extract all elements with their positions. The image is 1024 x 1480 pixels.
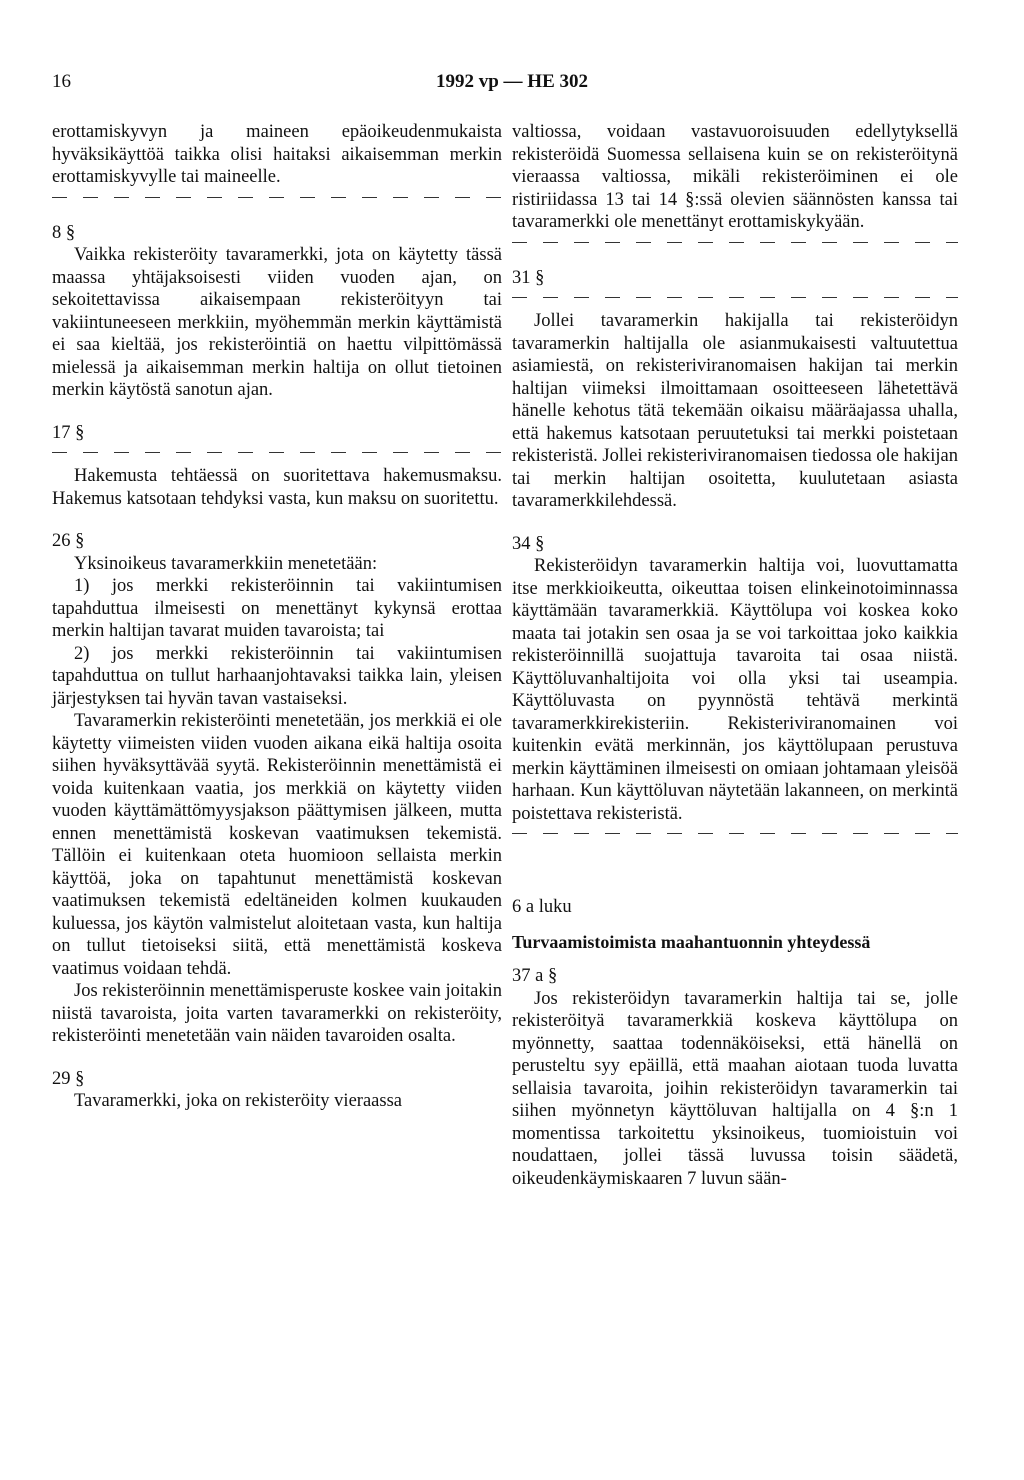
section-26-title: 26 § bbox=[52, 531, 85, 551]
document-header: 1992 vp — HE 302 bbox=[435, 71, 589, 92]
section-29-title: 29 § bbox=[52, 1068, 85, 1089]
section-17-title: 17 § bbox=[52, 422, 85, 443]
section-31-title: 31 § bbox=[512, 267, 545, 288]
section-34-title: 34 § bbox=[512, 533, 545, 554]
section-26-paragraph-1: Yksinoikeus tavaramerkkiin menetetään: bbox=[74, 553, 378, 574]
omission-divider bbox=[512, 236, 958, 249]
omission-divider bbox=[52, 446, 502, 459]
chapter-title: Turvaamistoimista maahantuonnin yhteydessä bbox=[512, 931, 871, 952]
section-8-paragraph: Vaikka rekisteröity tavaramerkki, jota on käytetty tässä maassa yhtäjaksoisesti viiden vuoden ajan, on sekoitettavissa aikaisempaan rekisteröityyn tai vakiintuneeseen merkkiin, myöhemmän merkin käyttämistä ei saa kieltää, jos rekisteröintiä on haettu vilpittömässä mielessä ja aikaisemman merkin haltija on ollut tietoinen merkin käytöstä sanotun ajan. bbox=[52, 245, 502, 400]
page-number: 16 bbox=[52, 71, 71, 92]
left-column bbox=[52, 121, 502, 1113]
section-34-paragraph: Rekisteröidyn tavaramerkin haltija voi, luovuttamatta itse merkkioikeutta, oikeuttaa toisen elinkeinotoiminnassa käyttämään tavaramerkkiä. Käyttölupa voi koskea koko maata tai jotakin sen osaa ja se voi tarkoittaa joko kaikkia rekisteröinnillä suojattuja tavaroita tai osaa niistä. Käyttöluvanhaltijoita voi olla yksi tai useampia. Käyttöluvasta on pyynnöstä tehtävä merkintä tavaramerkkirekisteriin. Rekisteriviranomainen voi kuitenkin evätä merkinnän, jos käyttölupaan perustuva merkin käyttäminen ilmeisesti on omiaan johtamaan yleisöä harhaan. Kun käyttöluvan näytetään lakanneen, on merkintä poistettava rekisteristä. bbox=[512, 556, 958, 824]
omission-divider bbox=[512, 827, 958, 840]
section-37a-title: 37 a § bbox=[512, 966, 558, 986]
intro-paragraph: erottamiskyvyn ja maineen epäoikeudenmukaista hyväksikäyttöä taikka olisi haitaksi aikaisemman merkin erottamiskyvylle tai maineelle. bbox=[52, 122, 502, 187]
chapter-number: 6 a luku bbox=[512, 897, 572, 917]
omission-divider bbox=[512, 291, 958, 304]
right-column bbox=[512, 121, 958, 1190]
continuation-paragraph: valtiossa, voidaan vastavuoroisuuden edellytyksellä rekisteröidä Suomessa sellaisena kuin se on rekisteröitynä vieraassa valtiossa, mikäli rekisteröiminen ei ole ristiriidassa 13 tai 14 §:ssä olevien säännösten kanssa tai tavaramerkki ole menettänyt erottamiskykyään. bbox=[512, 122, 958, 232]
section-29-paragraph: Tavaramerkki, joka on rekisteröity vieraassa bbox=[74, 1091, 402, 1111]
section-17-paragraph: Hakemusta tehtäessä on suoritettava hakemusmaksu. Hakemus katsotaan tehdyksi vasta, kun maksu on suoritettu. bbox=[52, 466, 502, 509]
section-31-paragraph: Jollei tavaramerkin hakijalla tai rekisteröidyn tavaramerkin haltijalla ole asianmukaisesti valtuutettua asiamiestä, on rekisteriviranomaisen hakijan tai merkin haltijan viimeksi ilmoittamaan osoitteeseen lähetettävä hänelle kehotus tätä tekemään oikaisu määräajassa uhalla, että hakemus katsotaan peruutetuksi tai merkki poistetaan rekisteristä. Jollei rekisteriviranomaisen tiedossa ole hakijan tai merkin haltijan osoitetta, kuulutetaan asiasta tavaramerkkilehdessä. bbox=[512, 311, 958, 511]
section-8-title: 8 § bbox=[52, 222, 76, 243]
section-37a-paragraph: Jos rekisteröidyn tavaramerkin haltija tai se, jolle rekisteröityä tavaramerkkiä koskeva käyttölupa on myönnetty, saattaa todennäköiseksi, että hänellä on perusteltu syy epäillä, että maahan aiotaan tuoda luvatta sellaisia tavaroita, joihin rekisteröidyn tavaramerkin tai siihen myönnetyn käyttöluvan haltijalla on 4 §:n 1 momentissa tarkoitettu yksinoikeus, tuomioistuin voi noudattaen, jollei tässä luvussa toisin säädetä, oikeudenkäymiskaaren 7 luvun sään- bbox=[512, 988, 958, 1189]
section-26-paragraph-3: 2) jos merkki rekisteröinnin tai vakiintumisen tapahduttua on tullut harhaanjohtavaksi taikka lain, yleisen järjestyksen tai hyvän tavan vastaiseksi. bbox=[52, 643, 502, 709]
section-26-paragraph-2: 1) jos merkki rekisteröinnin tai vakiintumisen tapahduttua ilmeisesti on menettänyt kykynsä erottaa merkin haltijan tavarat muiden tavaroista; tai bbox=[52, 576, 502, 641]
section-26-paragraph-5: Jos rekisteröinnin menettämisperuste koskee vain joitakin niistä tavaroista, joita varten tavaramerkki on rekisteröity, rekisteröinti menetetään vain näiden tavaroiden osalta. bbox=[52, 981, 502, 1046]
omission-divider bbox=[52, 191, 502, 204]
section-26-paragraph-4: Tavaramerkin rekisteröinti menetetään, jos merkkiä ei ole käytetty viimeisten viiden vuoden aikana eikä haltija osoita siihen hyväksyttävää syytä. Rekisteröinnin menettämistä ei voida kuitenkaan vaatia, jos merkkiä on käytetty viiden vuoden käyttämättömyysjakson päättymisen jälkeen, mutta ennen menettämistä koskevan vaatimuksen tekemistä. Tällöin ei kuitenkaan oteta huomioon sellaista merkin käyttöä, joka on tapahtunut menettämistä koskevan vaatimuksen tekemistä edeltäneiden kolmen kuukauden kuluessa, jos käytön valmistelut aloitetaan vasta, kun haltija on tullut tietoiseksi siitä, että menettämistä koskeva vaatimus voidaan tehdä. bbox=[52, 711, 502, 979]
